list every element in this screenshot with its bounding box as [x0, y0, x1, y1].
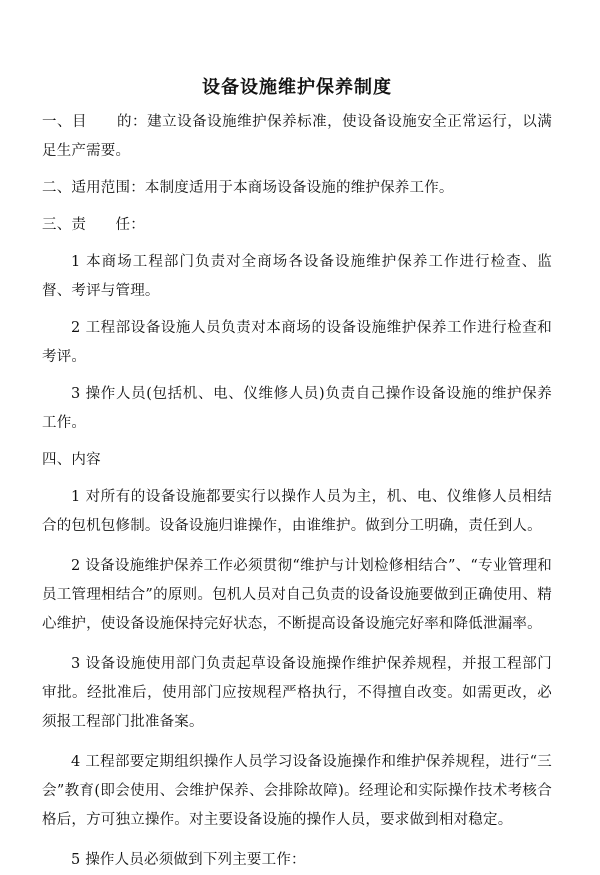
responsibility-item-1: 1 本商场工程部门负责对全商场各设备设施维护保养工作进行检查、监督、考评与管理。 [42, 254, 552, 299]
section-responsibility-heading: 三、责 任： [42, 217, 145, 233]
responsibility-item-3: 3 操作人员(包括机、电、仪维修人员)负责自己操作设备设施的维护保养工作。 [42, 386, 552, 431]
section-content-heading: 四、内容 [42, 452, 101, 468]
content-item-2: 2 设备设施维护保养工作必须贯彻“维护与计划检修相结合”、“专业管理和员工管理相结合”的原则。包机人员对自己负责的设备设施要做到正确使用、精心维护，使设备设施保持完好状态，不断提高设备设施完好率和降低泄漏率。 [42, 558, 552, 632]
section-scope: 二、适用范围：本制度适用于本商场设备设施的维护保养工作。 [42, 180, 454, 196]
content-item-1: 1 对所有的设备设施都要实行以操作人员为主，机、电、仪维修人员相结合的包机包修制。设备设施归谁操作，由谁维护。做到分工明确，责任到人。 [42, 489, 552, 534]
document-title: 设备设施维护保养制度 [202, 77, 392, 98]
content-item-4: 4 工程部要定期组织操作人员学习设备设施操作和维护保养规程，进行“三会”教育(即会使用、会维护保养、会排除故障)。经理论和实际操作技术考核合格后，方可独立操作。对主要设备设施的操作人员，要求做到相对稳定。 [42, 754, 552, 828]
content-item-3: 3 设备设施使用部门负责起草设备设施操作维护保养规程，并报工程部门审批。经批准后，使用部门应按规程严格执行，不得擅自改变。如需更改，必须报工程部门批准备案。 [42, 656, 552, 730]
responsibility-item-2: 2 工程部设备设施人员负责对本商场的设备设施维护保养工作进行检查和考评。 [42, 320, 552, 365]
section-purpose: 一、目 的：建立设备设施维护保养标准，使设备设施安全正常运行，以满足生产需要。 [42, 114, 552, 159]
content-item-5: 5 操作人员必须做到下列主要工作： [71, 852, 306, 868]
